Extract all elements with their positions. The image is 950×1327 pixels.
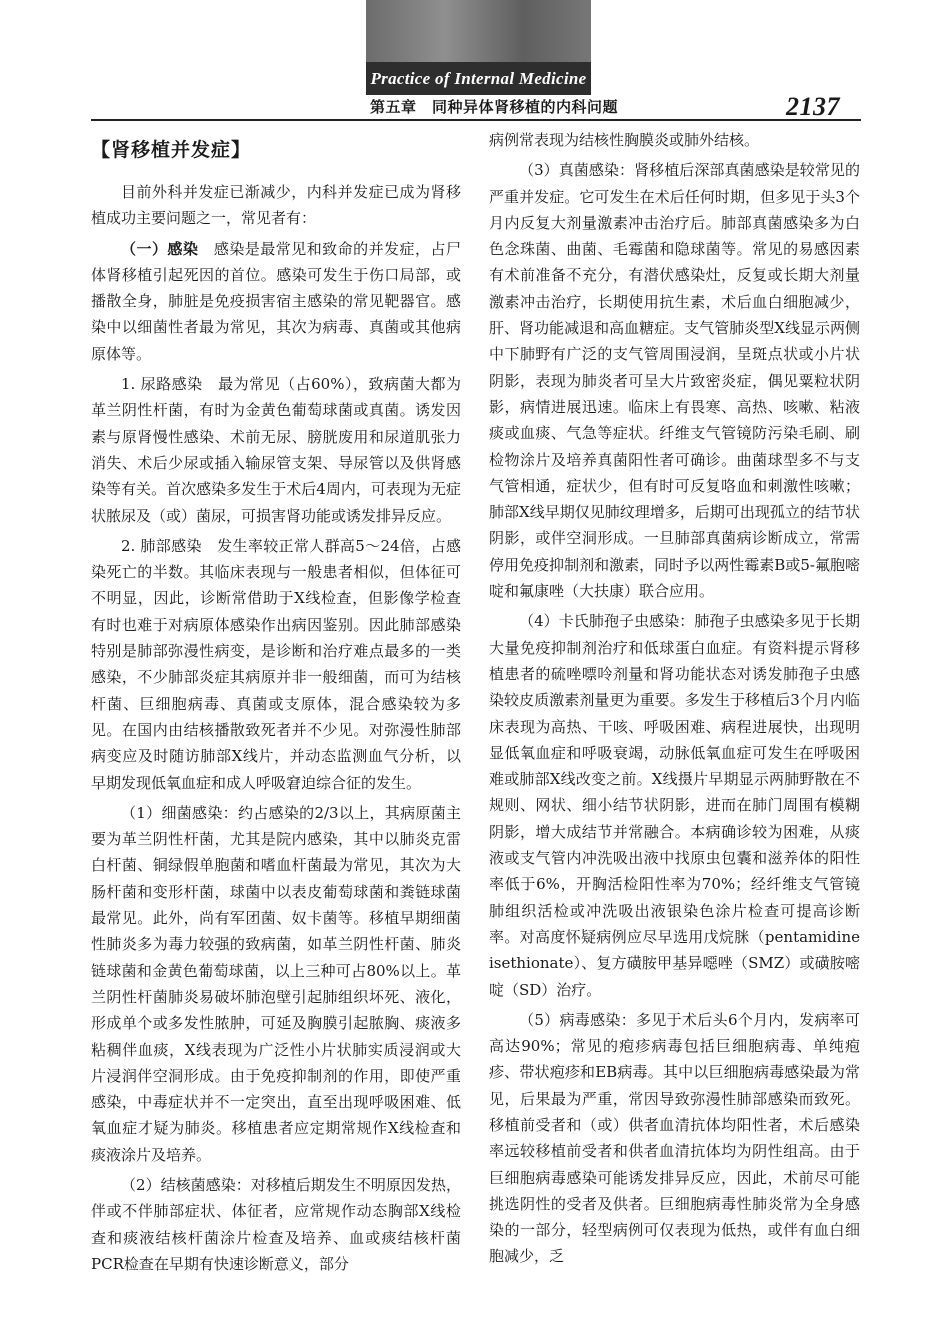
lung-infection-paragraph: 2. 肺部感染 发生率较正常人群高5～24倍，占感染死亡的半数。其临床表现与一般患者相似，但体征可不明显，因此，诊断常借助于X线检查，但影像学检查有时也难于对病原体感染作出病因鉴别。因此肺部感染特别是肺部弥漫性病变，是诊断和治疗难点最多的一类感染，不少肺部炎症其病原并非一般细菌，而可为结核杆菌、巨细胞病毒、真菌或支原体，混合感染较为多见。在国内由结核播散致死者并不少见。对弥漫性肺部病变应及时随访肺部X线片，并动态监测血气分析，以早期发现低氧血症和成人呼吸窘迫综合征的发生。 bbox=[91, 536, 461, 792]
left-column bbox=[91, 127, 461, 1277]
urinary-infection-paragraph: 1. 尿路感染 最为常见（占60%），致病菌大都为革兰阴性杆菌，有时为金黄色葡萄球菌或真菌。诱发因素与原肾慢性感染、术前无尿、膀胱废用和尿道肌张力消失、术后少尿或插入输尿管支架、导尿管以及供肾感染等有关。首次感染多发生于术后4周内，可表现为无症状脓尿及（或）菌尿，可损害肾功能或诱发排异反应。 bbox=[91, 375, 461, 525]
tb-infection-paragraph: （2）结核菌感染：对移植后期发生不明原因发热，伴或不伴肺部症状、体征者，应常规作动态胸部X线检查和痰液结核杆菌涂片检查及培养、血或痰结核杆菌PCR检查在早期有快速诊断意义，部分 bbox=[91, 1175, 461, 1273]
section-heading: 【肾移植并发症】 bbox=[91, 139, 252, 161]
viral-infection-paragraph: （5）病毒感染：多见于术后头6个月内，发病率可高达90%；常见的疱疹病毒包括巨细胞病毒、单纯疱疹、带状疱疹和EB病毒。其中以巨细胞病毒感染最为常见，后果最为严重，常因导致弥漫性肺部感染而致死。移植前受者和（或）供者血清抗体均阳性者，术后感染率远较移植前受者和供者血清抗体均为阴性组高。由于巨细胞病毒感染可能诱发排异反应，因此，术前尽可能挑选阴性的受者及供者。巨细胞病毒性肺炎常为全身感染的一部分，轻型病例可仅表现为低热，或伴有血白细胞减少，乏 bbox=[489, 1010, 860, 1266]
fungal-infection-paragraph: （3）真菌感染：肾移植后深部真菌感染是较常见的严重并发症。它可发生在术后任何时期，但多见于头3个月内反复大剂量激素冲击治疗后。肺部真菌感染多为白色念珠菌、曲菌、毛霉菌和隐球菌等。常见的易感因素有术前准备不充分，有潜伏感染灶，反复或长期大剂量激素冲击治疗，长期使用抗生素，术后血白细胞减少，肝、肾功能减退和高血糖症。支气管肺炎型X线显示两侧中下肺野有广泛的支气管周围浸润，呈斑点状或小片状阴影，表现为肺炎者可呈大片致密炎症，偶见粟粒状阴影，病情进展迅速。临床上有畏寒、高热、咳嗽、粘液痰或血痰、气急等症状。纤维支气管镜防污染毛刷、刷检物涂片及培养真菌阳性者可确诊。曲菌球型多不与支气管相通，症状少，但有时可反复咯血和刺激性咳嗽；肺部X线早期仅见肺纹理增多，后期可出现孤立的结节状阴影，或伴空洞形成。一旦肺部真菌病诊断成立，常需停用免疫抑制剂和激素，同时予以两性霉素B或5-氟胞嘧啶和氟康唑（大扶康）联合应用。 bbox=[489, 161, 860, 601]
right-column bbox=[489, 127, 860, 1270]
pneumocystis-paragraph: （4）卡氏肺孢子虫感染：肺孢子虫感染多见于长期大量免疫抑制剂治疗和低球蛋白血症。有资料提示肾移植患者的硫唑嘌呤剂量和肾功能状态对诱发肺孢子虫感染较皮质激素剂量更为重要。多发生于移植后3个月内临床表现为高热、干咳、呼吸困难、病程进展快，出现明显低氧血症和呼吸衰竭，动脉低氧血症可发生在呼吸困难或肺部X线改变之前。X线摄片早期显示两肺野散在不规则、网状、细小结节状阴影，进而在肺门周围有模糊阴影，增大成结节并常融合。本病确诊较为困难，从痰液或支气管内冲洗吸出液中找原虫包囊和滋养体的阳性率低于6%，开胸活检阳性率为70%；经纤维支气管镜肺组织活检或冲洗吸出液银染色涂片检查可提高诊断率。对高度怀疑病例应尽早选用戊烷脒（pentamidine isethionate）、复方磺胺甲基异噁唑（SMZ）或磺胺嘧啶（SD）治疗。 bbox=[489, 612, 860, 999]
header-decorative-band bbox=[366, 0, 591, 62]
bacterial-infection-paragraph: （1）细菌感染：约占感染的2/3以上，其病原菌主要为革兰阴性杆菌，尤其是院内感染，其中以肺炎克雷白杆菌、铜绿假单胞菌和嗜血杆菌最为常见，其次为大肠杆菌和变形杆菌，球菌中以表皮葡萄球菌和粪链球菌最常见。此外，尚有军团菌、奴卡菌等。移植早期细菌性肺炎多为毒力较强的致病菌，如革兰阴性杆菌、肺炎链球菌和金黄色葡萄球菌，以上三种可占80%以上。革兰阴性杆菌肺炎易破坏肺泡壁引起肺组织坏死、液化，形成单个或多发性脓肿，可延及胸膜引起脓胸、痰液多粘稠伴血痰，X线表现为广泛性小片状肺实质浸润或大片浸润伴空洞形成。由于免疫抑制剂的作用，即使严重感染，中毒症状并不一定突出，直至出现呼吸困难、低氧血症才疑为肺炎。移植患者应定期常规作X线检查和痰液涂片及培养。 bbox=[91, 803, 461, 1164]
tb-continuation: 病例常表现为结核性胸膜炎或肺外结核。 bbox=[489, 131, 760, 149]
journal-title: Practice of Internal Medicine bbox=[366, 62, 591, 95]
chapter-title: 第五章 同种异体肾移植的内科问题 bbox=[370, 98, 619, 116]
infection-label: （一）感染 bbox=[121, 239, 199, 258]
page-number: 2137 bbox=[786, 92, 840, 121]
infection-paragraph bbox=[91, 236, 461, 367]
infection-text: 感染是最常见和致命的并发症，占尸体肾移植引起死因的首位。感染可发生于伤口局部，或播散全身，肺脏是免疫损害宿主感染的常见靶器官。感染中以细菌性者最为常见，其次为病毒、真菌或其他病原体等。 bbox=[91, 239, 461, 363]
intro-paragraph: 目前外科并发症已渐减少，内科并发症已成为肾移植成功主要问题之一，常见者有： bbox=[91, 183, 461, 228]
